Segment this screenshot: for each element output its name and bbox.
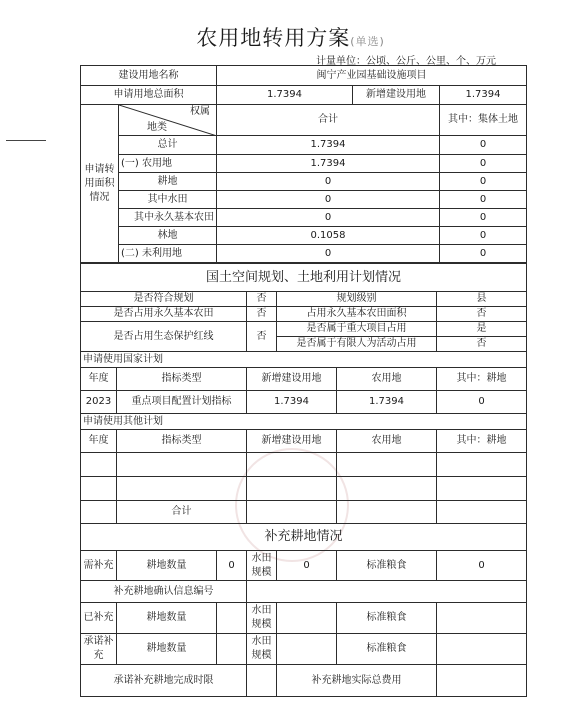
project-name-label: 建设用地名称: [81, 66, 217, 86]
row-total: 0: [217, 173, 440, 191]
page-title: [0, 22, 581, 52]
op-farm-header: 农用地: [337, 430, 437, 453]
occupy-farm-value: 否: [247, 307, 277, 322]
need-qty-value: 0: [217, 551, 247, 581]
diagonal-header-cell: [119, 105, 217, 136]
done-qty-label: 耕地数量: [117, 603, 217, 634]
need-qty-label: 耕地数量: [117, 551, 217, 581]
need-label: 需补充: [81, 551, 117, 581]
occupy-farm-area-value: 否: [437, 307, 527, 322]
promise-paddy-label: 水田规模: [247, 634, 277, 665]
np-farm-header: 农用地: [337, 368, 437, 391]
total-area-label: 申请用地总面积: [81, 86, 217, 105]
op-empty-cell: [81, 501, 117, 524]
row-name: 耕地: [119, 173, 217, 191]
application-table: [80, 65, 527, 263]
eco-value: 否: [247, 322, 277, 352]
corner-top-label: 权属: [190, 106, 210, 117]
done-grain-value: [437, 603, 527, 634]
apply-side-label: 申请转用面积情况: [81, 105, 119, 263]
done-paddy-label: 水田规模: [247, 603, 277, 634]
np-type-header: 指标类型: [117, 368, 247, 391]
row-name: 其中永久基本农田: [119, 209, 217, 227]
corner-bottom-label: 地类: [147, 122, 167, 133]
occupy-farm-area-label: 占用永久基本农田面积: [277, 307, 437, 322]
new-construction-label: 新增建设用地: [353, 86, 440, 105]
op-empty-cell: [247, 501, 337, 524]
op-total-label: 合计: [117, 501, 247, 524]
national-plan-title: 申请使用国家计划: [81, 352, 527, 368]
done-qty-value: [217, 603, 247, 634]
margin-line: [6, 140, 46, 141]
col-total-header: 合计: [217, 105, 440, 136]
total-cost-label: 补充耕地实际总费用: [277, 665, 437, 697]
new-construction-value: 1.7394: [440, 86, 527, 105]
row-collective: 0: [440, 155, 527, 173]
level-value: 县: [437, 292, 527, 307]
op-empty-cell: [337, 477, 437, 501]
row-total: 0: [217, 191, 440, 209]
conform-label: 是否符合规划: [81, 292, 247, 307]
row-collective: 0: [440, 245, 527, 263]
need-paddy-value: 0: [277, 551, 337, 581]
promise-label: 承诺补充: [81, 634, 117, 665]
major-label: 是否属于重大项目占用: [277, 322, 437, 337]
done-label: 已补充: [81, 603, 117, 634]
row-name: (二) 未利用地: [119, 245, 217, 263]
row-collective: 0: [440, 173, 527, 191]
promise-qty-value: [217, 634, 247, 665]
planning-section-title: 国土空间规划、土地利用计划情况: [81, 264, 527, 292]
row-collective: 0: [440, 136, 527, 155]
np-year: 2023: [81, 391, 117, 414]
row-total: 0: [217, 209, 440, 227]
op-empty-cell: [247, 477, 337, 501]
op-empty-cell: [337, 501, 437, 524]
eco-label: 是否占用生态保护红线: [81, 322, 247, 352]
row-total: 1.7394: [217, 155, 440, 173]
row-total: 0: [217, 245, 440, 263]
done-grain-label: 标准粮食: [337, 603, 437, 634]
np-farm: 1.7394: [337, 391, 437, 414]
op-year-header: 年度: [81, 430, 117, 453]
op-empty-cell: [437, 453, 527, 477]
op-new-header: 新增建设用地: [247, 430, 337, 453]
need-paddy-label: 水田规模: [247, 551, 277, 581]
row-collective: 0: [440, 191, 527, 209]
row-total: 0.1058: [217, 227, 440, 245]
op-empty-cell: [437, 501, 527, 524]
major-value: 是: [437, 322, 527, 337]
confirm-label: 补充耕地确认信息编号: [81, 581, 247, 603]
title-text: 农用地转用方案: [196, 26, 351, 50]
total-area-value: 1.7394: [217, 86, 353, 105]
row-name: 其中水田: [119, 191, 217, 209]
row-name: 林地: [119, 227, 217, 245]
limited-label: 是否属于有限人为活动占用: [277, 337, 437, 352]
col-collective-header: 其中：集体土地: [440, 105, 527, 136]
level-label: 规划级别: [277, 292, 437, 307]
op-empty-cell: [247, 453, 337, 477]
op-empty-cell: [437, 477, 527, 501]
op-empty-cell: [337, 453, 437, 477]
promise-time-value: [247, 665, 277, 697]
unit-note: 计量单位：公顷、公斤、公里、个、万元: [316, 56, 496, 67]
row-total: 1.7394: [217, 136, 440, 155]
op-empty-cell: [81, 477, 117, 501]
op-type-header: 指标类型: [117, 430, 247, 453]
total-cost-value: [437, 665, 527, 697]
row-collective: 0: [440, 227, 527, 245]
promise-qty-label: 耕地数量: [117, 634, 217, 665]
promise-grain-value: [437, 634, 527, 665]
op-empty-cell: [117, 453, 247, 477]
np-year-header: 年度: [81, 368, 117, 391]
np-arable-header: 其中：耕地: [437, 368, 527, 391]
promise-time-label: 承诺补充耕地完成时限: [81, 665, 247, 697]
done-paddy-value: [277, 603, 337, 634]
np-type: 重点项目配置计划指标: [117, 391, 247, 414]
op-arable-header: 其中：耕地: [437, 430, 527, 453]
promise-paddy-value: [277, 634, 337, 665]
occupy-farm-label: 是否占用永久基本农田: [81, 307, 247, 322]
np-arable: 0: [437, 391, 527, 414]
row-collective: 0: [440, 209, 527, 227]
other-plan-title: 申请使用其他计划: [81, 414, 527, 430]
supplement-section-title: 补充耕地情况: [81, 524, 527, 551]
conform-value: 否: [247, 292, 277, 307]
row-name: (一) 农用地: [119, 155, 217, 173]
project-name-value: 闽宁产业园基础设施项目: [217, 66, 527, 86]
planning-table: [80, 263, 527, 697]
limited-value: 否: [437, 337, 527, 352]
np-new: 1.7394: [247, 391, 337, 414]
np-new-header: 新增建设用地: [247, 368, 337, 391]
op-empty-cell: [117, 477, 247, 501]
need-grain-label: 标准粮食: [337, 551, 437, 581]
op-empty-cell: [81, 453, 117, 477]
confirm-value: [247, 581, 527, 603]
title-subtitle: (单选): [350, 35, 385, 48]
promise-grain-label: 标准粮食: [337, 634, 437, 665]
row-name: 总计: [119, 136, 217, 155]
need-grain-value: 0: [437, 551, 527, 581]
